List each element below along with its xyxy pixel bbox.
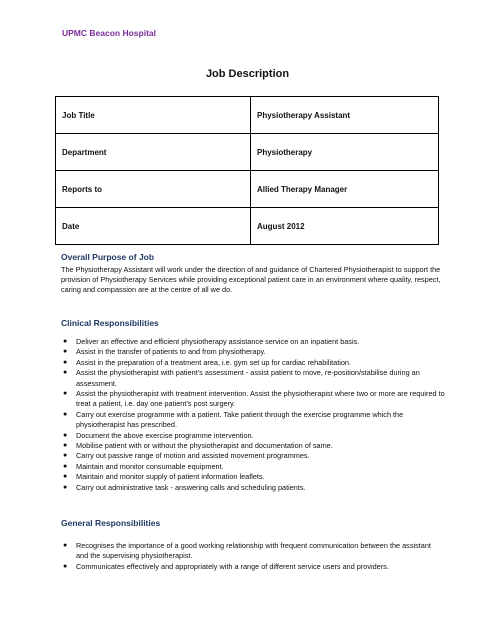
general-heading: General Responsibilities <box>61 518 161 528</box>
bullet-icon: ● <box>63 462 68 470</box>
bullet-icon: ● <box>63 369 68 377</box>
list-item <box>61 541 445 562</box>
clinical-list <box>61 337 445 493</box>
list-item-text: Carry out exercise programme with a patient. Take patient through the exercise programme which the physiotherapist has prescribed. <box>76 409 404 430</box>
department-value: Physiotherapy <box>251 134 439 171</box>
job-title-label: Job Title <box>56 97 251 134</box>
list-item-text: Assist the physiotherapist with patient’s assessment - assist patient to move, re-position/stabilise during an assessment. <box>76 368 420 388</box>
list-item <box>61 483 445 493</box>
list-item <box>61 562 445 572</box>
bullet-icon: ● <box>63 483 68 491</box>
job-title-value: Physiotherapy Assistant <box>251 97 439 134</box>
bullet-icon: ● <box>63 358 68 366</box>
list-item <box>61 441 445 451</box>
purpose-heading: Overall Purpose of Job <box>61 252 155 262</box>
hospital-header: UPMC Beacon Hospital <box>62 28 156 38</box>
date-value: August 2012 <box>251 208 439 245</box>
list-item-text: Carry out passive range of motion and assisted movement programmes. <box>76 451 310 461</box>
table-row <box>56 171 439 208</box>
bullet-icon: ● <box>63 542 68 549</box>
bullet-icon: ● <box>63 442 68 450</box>
list-item-text: Assist in the preparation of a treatment area, i.e. gym set up for cardiac rehabilitation. <box>76 357 351 367</box>
list-item <box>61 389 445 410</box>
list-item-text: Recognises the importance of a good working relationship with frequent communication between the assistant and the supervising physiotherapist. <box>76 541 431 561</box>
table-row <box>56 208 439 245</box>
bullet-icon: ● <box>63 338 68 345</box>
list-item <box>61 472 445 482</box>
bullet-icon: ● <box>63 473 68 481</box>
reports-to-label: Reports to <box>56 171 251 208</box>
list-item <box>61 368 445 389</box>
list-item <box>61 337 445 347</box>
job-info-table <box>55 96 439 245</box>
department-label: Department <box>56 134 251 171</box>
list-item-text: Maintain and monitor consumable equipment. <box>76 461 224 471</box>
table-row <box>56 97 439 134</box>
list-item-text: Mobilise patient with or without the physiotherapist and documentation of same. <box>76 441 333 451</box>
page-title: Job Description <box>205 68 290 80</box>
list-item <box>61 358 445 368</box>
clinical-heading: Clinical Responsibilities <box>61 318 159 328</box>
list-item <box>61 431 445 441</box>
list-item <box>61 410 445 431</box>
list-item-text: Assist in the transfer of patients to and from physiotherapy. <box>76 347 266 357</box>
general-list <box>61 541 445 572</box>
list-item-text: Maintain and monitor supply of patient information leaflets. <box>76 472 265 482</box>
bullet-icon: ● <box>63 348 68 356</box>
bullet-icon: ● <box>63 562 68 570</box>
list-item-text: Carry out administrative task - answering calls and scheduling patients. <box>76 482 306 492</box>
table-row <box>56 134 439 171</box>
list-item <box>61 451 445 461</box>
list-item-text: Deliver an effective and efficient physiotherapy assistance service on an inpatient basis. <box>76 337 360 346</box>
list-item-text: Assist the physiotherapist with treatment intervention. Assist the physiotherapist where two or more are required to treat a patient, i.e. day one patient’s post surgery. <box>76 389 445 409</box>
bullet-icon: ● <box>63 390 68 398</box>
bullet-icon: ● <box>63 452 68 460</box>
bullet-icon: ● <box>63 410 68 418</box>
list-item <box>61 347 445 357</box>
list-item-text: Communicates effectively and appropriately with a range of different service users and providers. <box>76 561 389 571</box>
bullet-icon: ● <box>63 431 68 439</box>
reports-to-value: Allied Therapy Manager <box>251 171 439 208</box>
list-item-text: Document the above exercise programme intervention. <box>76 430 254 440</box>
purpose-text: The Physiotherapy Assistant will work under the direction of and guidance of Chartered Physiotherapist to support the provision of Physiotherapy Services while providing exceptional patient care in an environment where quality, respect, caring and compassion are at the centre of all we do. <box>61 265 441 295</box>
list-item <box>61 462 445 472</box>
date-label: Date <box>56 208 251 245</box>
